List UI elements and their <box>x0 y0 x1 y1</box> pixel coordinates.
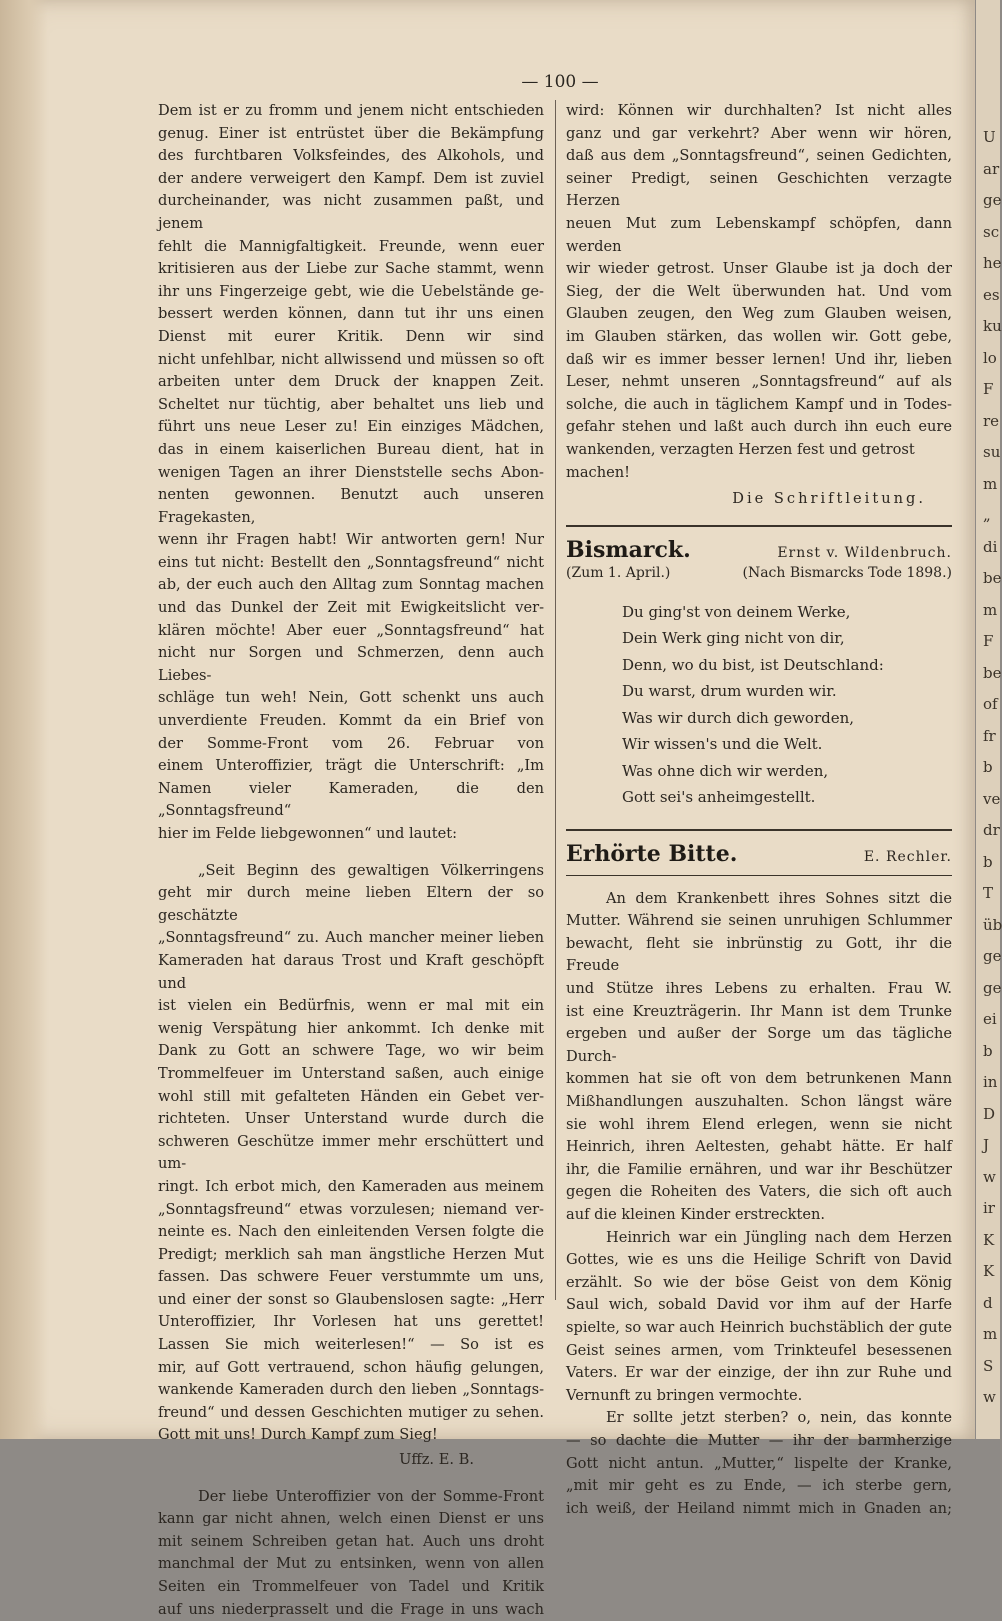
section-rule <box>566 829 952 831</box>
adjacent-page-fragment: ge <box>983 947 1002 965</box>
text-line: Namen vieler Kameraden, die den „Sonntagsfreund“ <box>158 779 544 820</box>
text-line: nicht nur Sorgen und Schmerzen, denn auch Liebes- <box>158 644 544 684</box>
text-line: Unteroffizier, Ihr Vorlesen hat uns gerettet! <box>158 1313 544 1331</box>
text-line: richteten. Unser Unterstand wurde durch die <box>158 1110 544 1128</box>
adjacent-page-fragment: be <box>983 569 1002 587</box>
text-line: des furchtbaren Volksfeindes, des Alkohols, und <box>158 147 544 165</box>
poem-line: Denn, wo du bist, ist Deutschland: <box>622 655 884 674</box>
text-line: solche, die auch in täglichem Kampf und in Todes- <box>566 395 952 413</box>
adjacent-page-fragment: m <box>983 1325 998 1343</box>
adjacent-page-fragment: ge <box>983 191 1002 209</box>
adjacent-page-fragment: b <box>983 852 993 871</box>
text-line: „Sonntagsfreund“ zu. Auch mancher meiner lieben <box>158 929 544 947</box>
text-line: Vaters. Er war der einzige, der ihn zur Ruhe und <box>566 1364 952 1382</box>
text-line: spielte, so war auch Heinrich buchstäblich der gute <box>566 1318 952 1336</box>
text-line: auf uns niederprasselt und die Frage in uns wach <box>158 1600 544 1618</box>
text-line: daß wir es immer besser lernen! Und ihr, lieben <box>566 350 952 368</box>
text-line: ihr, die Familie ernähren, und war ihr Beschützer <box>566 1160 952 1178</box>
poem-line: Gott sei's anheimgestellt. <box>622 788 816 807</box>
text-line: fassen. Das schwere Feuer verstummte um uns, <box>158 1268 544 1286</box>
text-line: arbeiten unter dem Druck der knappen Zeit. <box>158 373 544 391</box>
adjacent-page-fragment: m <box>983 600 998 619</box>
text-line: bessert werden können, dann tut ihr uns einen <box>158 305 544 323</box>
text-line: Saul wich, sobald David vor ihm auf der Harfe <box>566 1296 952 1314</box>
text-line: mit seinem Schreiben getan hat. Auch uns droht <box>158 1532 544 1550</box>
text-line: auf die kleinen Kinder erstreckten. <box>566 1206 826 1223</box>
poem-date-note: (Zum 1. April.) <box>566 564 671 581</box>
intro-paragraph <box>158 100 544 846</box>
adjacent-page-fragment: ei <box>983 1010 997 1028</box>
story-author: E. Rechler. <box>863 848 952 865</box>
text-line: geht mir durch meine lieben Eltern der so geschätzte <box>158 884 544 924</box>
text-line: Lassen Sie mich weiterlesen!“ — So ist es <box>158 1336 544 1354</box>
text-line: Dienst mit eurer Kritik. Denn wir sind <box>158 327 544 345</box>
adjacent-page-fragment: ku <box>983 317 1002 335</box>
adjacent-page-fragment: K <box>983 1230 995 1249</box>
text-line: Dank zu Gott an schwere Tage, wo wir beim <box>158 1042 544 1060</box>
text-line: führt uns neue Leser zu! Ein einziges Mädchen, <box>158 418 544 436</box>
text-line: Gott mit uns! Durch Kampf zum Sieg! <box>158 1426 438 1444</box>
text-line: und Stütze ihres Lebens zu erhalten. Frau W. <box>566 980 952 998</box>
poem-line: Wir wissen's und die Welt. <box>622 735 823 754</box>
text-line: und das Dunkel der Zeit mit Ewigkeitslicht ver- <box>158 599 544 617</box>
text-line: daß aus dem „Sonntagsfreund“, seinen Gedichten, <box>566 147 952 165</box>
poem-header <box>566 537 952 563</box>
text-line: wankenden, verzagten Herzen fest und getrost machen! <box>566 440 915 481</box>
adjacent-page-fragment: S <box>983 1356 994 1375</box>
section-rule <box>566 525 952 527</box>
text-line: ab, der euch auch den Alltag zum Sonntag machen <box>158 576 544 594</box>
adjacent-page-fragment: dr <box>983 821 1000 839</box>
adjacent-page-fragment: d <box>983 1293 993 1312</box>
text-line: „mit mir geht es zu Ende, — ich sterbe gern, <box>566 1477 952 1495</box>
text-line: Predigt; merklich sah man ängstliche Herzen Mut <box>158 1245 544 1263</box>
adjacent-page-fragment: m <box>983 474 998 493</box>
text-line: „Seit Beginn des gewaltigen Völkerringens <box>198 861 544 879</box>
adjacent-page-fragment: ir <box>983 1199 995 1217</box>
adjacent-page-fragment: es <box>983 285 1000 304</box>
text-line: Glauben zeugen, den Weg zum Glauben weisen, <box>566 305 952 323</box>
adjacent-page-fragment: üb <box>983 915 1002 934</box>
text-line: Trommelfeuer im Unterstand saßen, auch einige <box>158 1064 544 1082</box>
text-line: gegen die Roheiten des Vaters, die sich oft auch <box>566 1183 952 1201</box>
adjacent-page-fragment: be <box>983 663 1002 682</box>
adjacent-page-fragment: U <box>983 128 996 146</box>
text-line: Mutter. Während sie seinen unruhigen Schlummer <box>566 912 952 930</box>
text-line: im Glauben stärken, das wollen wir. Gott gebe, <box>566 327 952 345</box>
adjacent-page-fragment: di <box>983 537 998 556</box>
adjacent-page-fragment: „ <box>983 506 991 524</box>
text-line: klären möchte! Aber euer „Sonntagsfreund“ hat <box>158 621 544 639</box>
text-line: Scheltet nur tüchtig, aber behaltet uns lieb und <box>158 395 544 413</box>
text-line: kommen hat sie oft von dem betrunkenen Mann <box>566 1070 952 1088</box>
text-line: Kameraden hat daraus Trost und Kraft geschöpft und <box>158 951 544 992</box>
adjacent-page-fragment: of <box>983 695 998 713</box>
adjacent-page-fragment: re <box>983 411 1000 430</box>
text-line: genug. Einer ist entrüstet über die Bekämpfung <box>158 124 544 142</box>
text-line: neuen Mut zum Lebenskampf schöpfen, dann werden <box>566 214 952 255</box>
text-line: wenigen Tagen an ihrer Dienststelle sechs Abon- <box>158 463 544 481</box>
text-line: Er sollte jetzt sterben? o, nein, das konnte <box>606 1409 952 1427</box>
text-line: An dem Krankenbett ihres Sohnes sitzt die <box>606 889 952 907</box>
text-line: wohl still mit gefalteten Händen ein Gebet ver- <box>158 1087 544 1105</box>
right-column <box>566 100 952 1520</box>
adjacent-page-fragment: in <box>983 1073 998 1091</box>
text-line: Mißhandlungen auszuhalten. Schon längst wäre <box>566 1093 952 1111</box>
poem-body <box>622 599 952 811</box>
text-line: Sieg, der die Welt überwunden hat. Und vom <box>566 282 952 300</box>
text-line: „Sonntagsfreund“ etwas vorzulesen; niemand ver- <box>158 1200 544 1218</box>
adjacent-page-fragment: he <box>983 254 1002 272</box>
text-line: nenten gewonnen. Benutzt auch unseren Fragekasten, <box>158 486 544 526</box>
text-line: ringt. Ich erbot mich, den Kameraden aus meinem <box>158 1177 544 1195</box>
text-line: Heinrich, ihren Aeltesten, gehabt hätte. Er half <box>566 1138 952 1156</box>
adjacent-page-edge <box>976 0 1000 1439</box>
letter-signature: Uffz. E. B. <box>399 1451 474 1469</box>
text-line: — so dachte die Mutter — ihr der barmherzige <box>566 1431 952 1449</box>
adjacent-page-fragment: T <box>983 884 994 902</box>
poem-author: Ernst v. Wildenbruch. <box>777 544 952 561</box>
text-line: wir wieder getrost. Unser Glaube ist ja doch der <box>566 260 952 278</box>
page-spine-shadow <box>0 0 48 1439</box>
text-line: und einer der sonst so Glaubenslosen sagte: „Herr <box>158 1290 544 1308</box>
text-line: seiner Predigt, seinen Geschichten verzagte Herzen <box>566 169 952 210</box>
adjacent-page-fragment: J <box>983 1136 990 1154</box>
text-line: Heinrich war ein Jüngling nach dem Herzen <box>606 1228 952 1246</box>
soldier-letter <box>158 860 544 1447</box>
adjacent-page-fragment: su <box>983 443 1001 461</box>
adjacent-page-fragment: D <box>983 1104 996 1123</box>
text-line: Dem ist er zu fromm und jenem nicht entschieden <box>158 102 544 119</box>
text-line: neinte es. Nach den einleitenden Versen folgte die <box>158 1223 544 1241</box>
text-line: Vernunft zu bringen vermochte. <box>566 1386 803 1404</box>
continuation-paragraph <box>566 100 952 484</box>
poem-line: Du ging'st von deinem Werke, <box>622 602 851 621</box>
text-line: bewacht, fleht sie inbrünstig zu Gott, ihr die Freude <box>566 934 952 975</box>
text-line: unverdiente Freuden. Kommt da ein Brief von <box>158 712 544 730</box>
text-line: schweren Geschütze immer mehr erschüttert und um- <box>158 1132 544 1173</box>
adjacent-page-fragment: lo <box>983 348 997 367</box>
adjacent-page-fragment: b <box>983 1041 993 1060</box>
text-line: wird: Können wir durchhalten? Ist nicht alles <box>566 102 952 119</box>
text-line: wenn ihr Fragen habt! Wir antworten gern! Nur <box>158 531 544 549</box>
story-header <box>566 841 952 867</box>
adjacent-page-fragment: ar <box>983 159 1000 178</box>
adjacent-page-fragment: sc <box>983 222 1000 241</box>
text-line: durcheinander, was nicht zusammen paßt, und jenem <box>158 192 544 232</box>
adjacent-page-fragment: ge <box>983 978 1002 997</box>
text-line: Geist seines armen, vom Trinkteufel besessenen <box>566 1341 952 1359</box>
poem-title: Bismarck. <box>566 536 691 563</box>
text-line: das in einem kaiserlichen Bureau dient, hat in <box>158 440 544 458</box>
text-line: nicht unfehlbar, nicht allwissend und müssen so oft <box>158 350 544 368</box>
column-divider <box>555 100 556 1300</box>
text-line: ihr uns Fingerzeige gebt, wie die Uebelstände ge- <box>158 282 544 300</box>
poem-line: Was wir durch dich geworden, <box>622 708 855 727</box>
text-line: erzählt. So wie der böse Geist von dem König <box>566 1273 952 1291</box>
text-line: der andere verweigert den Kampf. Dem ist zuviel <box>158 169 544 187</box>
text-line: der Somme-Front vom 26. Februar von <box>158 734 544 752</box>
story-paragraph-1 <box>566 888 952 1227</box>
poem-line: Du warst, drum wurden wir. <box>622 682 837 701</box>
text-line: ergeben und außer der Sorge um das tägliche Durch- <box>566 1025 952 1065</box>
text-line: ich weiß, der Heiland nimmt mich in Gnaden an; <box>566 1499 952 1517</box>
text-line: Seiten ein Trommelfeuer von Tadel und Kritik <box>158 1578 544 1595</box>
editorial-signature: Die Schriftleitung. <box>732 490 926 508</box>
poem-subheader <box>566 565 952 581</box>
text-line: freund“ und dessen Geschichten mutiger zu sehen. <box>158 1403 544 1421</box>
text-line: sie wohl ihrem Elend erlegen, wenn sie nicht <box>566 1115 952 1133</box>
story-title: Erhörte Bitte. <box>566 840 738 867</box>
text-line: wankende Kameraden durch den lieben „Sonntags- <box>158 1381 544 1399</box>
adjacent-page-fragment: F <box>983 380 994 398</box>
closing-paragraph <box>158 1486 544 1621</box>
adjacent-page-fragment: w <box>983 1167 996 1186</box>
text-line: manchmal der Mut zu entsinken, wenn von allen <box>158 1555 544 1573</box>
section-rule <box>566 875 952 876</box>
text-line: Gott nicht antun. „Mutter,“ lispelte der Kranke, <box>566 1454 952 1472</box>
poem-line: Was ohne dich wir werden, <box>622 761 829 780</box>
left-column <box>158 100 544 1621</box>
text-line: kritisieren aus der Liebe zur Sache stammt, wenn <box>158 260 544 278</box>
text-line: Leser, nehmt unseren „Sonntagsfreund“ auf als <box>566 373 952 391</box>
story-paragraph-2 <box>566 1227 952 1408</box>
text-line: gefahr stehen und laßt auch durch ihn euch eure <box>566 418 952 436</box>
page-number: — 100 — <box>521 72 599 92</box>
text-line: schläge tun weh! Nein, Gott schenkt uns auch <box>158 689 544 707</box>
text-line: hier im Felde liebgewonnen“ und lautet: <box>158 825 458 842</box>
poem-source-note: (Nach Bismarcks Tode 1898.) <box>742 564 952 581</box>
text-line: einem Unteroffizier, trägt die Unterschrift: „Im <box>158 757 544 775</box>
text-line: ganz und gar verkehrt? Aber wenn wir hören, <box>566 124 952 142</box>
text-line: ist eine Kreuzträgerin. Ihr Mann ist dem Trunke <box>566 1002 952 1020</box>
adjacent-page-fragment: F <box>983 632 994 650</box>
text-line: fehlt die Mannigfaltigkeit. Freunde, wenn euer <box>158 237 544 255</box>
text-line: Der liebe Unteroffizier von der Somme-Front <box>198 1487 544 1505</box>
text-line: kann gar nicht ahnen, welch einen Dienst er uns <box>158 1510 544 1528</box>
adjacent-page-fragment: b <box>983 758 993 776</box>
poem-line: Dein Werk ging nicht von dir, <box>622 629 845 648</box>
story-paragraph-3 <box>566 1407 952 1520</box>
text-line: mir, auf Gott vertrauend, schon häufig gelungen, <box>158 1358 544 1376</box>
text-line: Gottes, wie es uns die Heilige Schrift von David <box>566 1251 952 1269</box>
text-line: eins tut nicht: Bestellt den „Sonntagsfreund“ nicht <box>158 553 544 571</box>
adjacent-page-fragment: w <box>983 1388 996 1406</box>
adjacent-page-fragment: fr <box>983 726 996 745</box>
text-line: ist vielen ein Bedürfnis, wenn er mal mit ein <box>158 997 544 1015</box>
text-line: wenig Verspätung hier ankommt. Ich denke mit <box>158 1019 544 1037</box>
adjacent-page-fragment: ve <box>983 789 1001 808</box>
adjacent-page-fragment: K <box>983 1262 995 1280</box>
